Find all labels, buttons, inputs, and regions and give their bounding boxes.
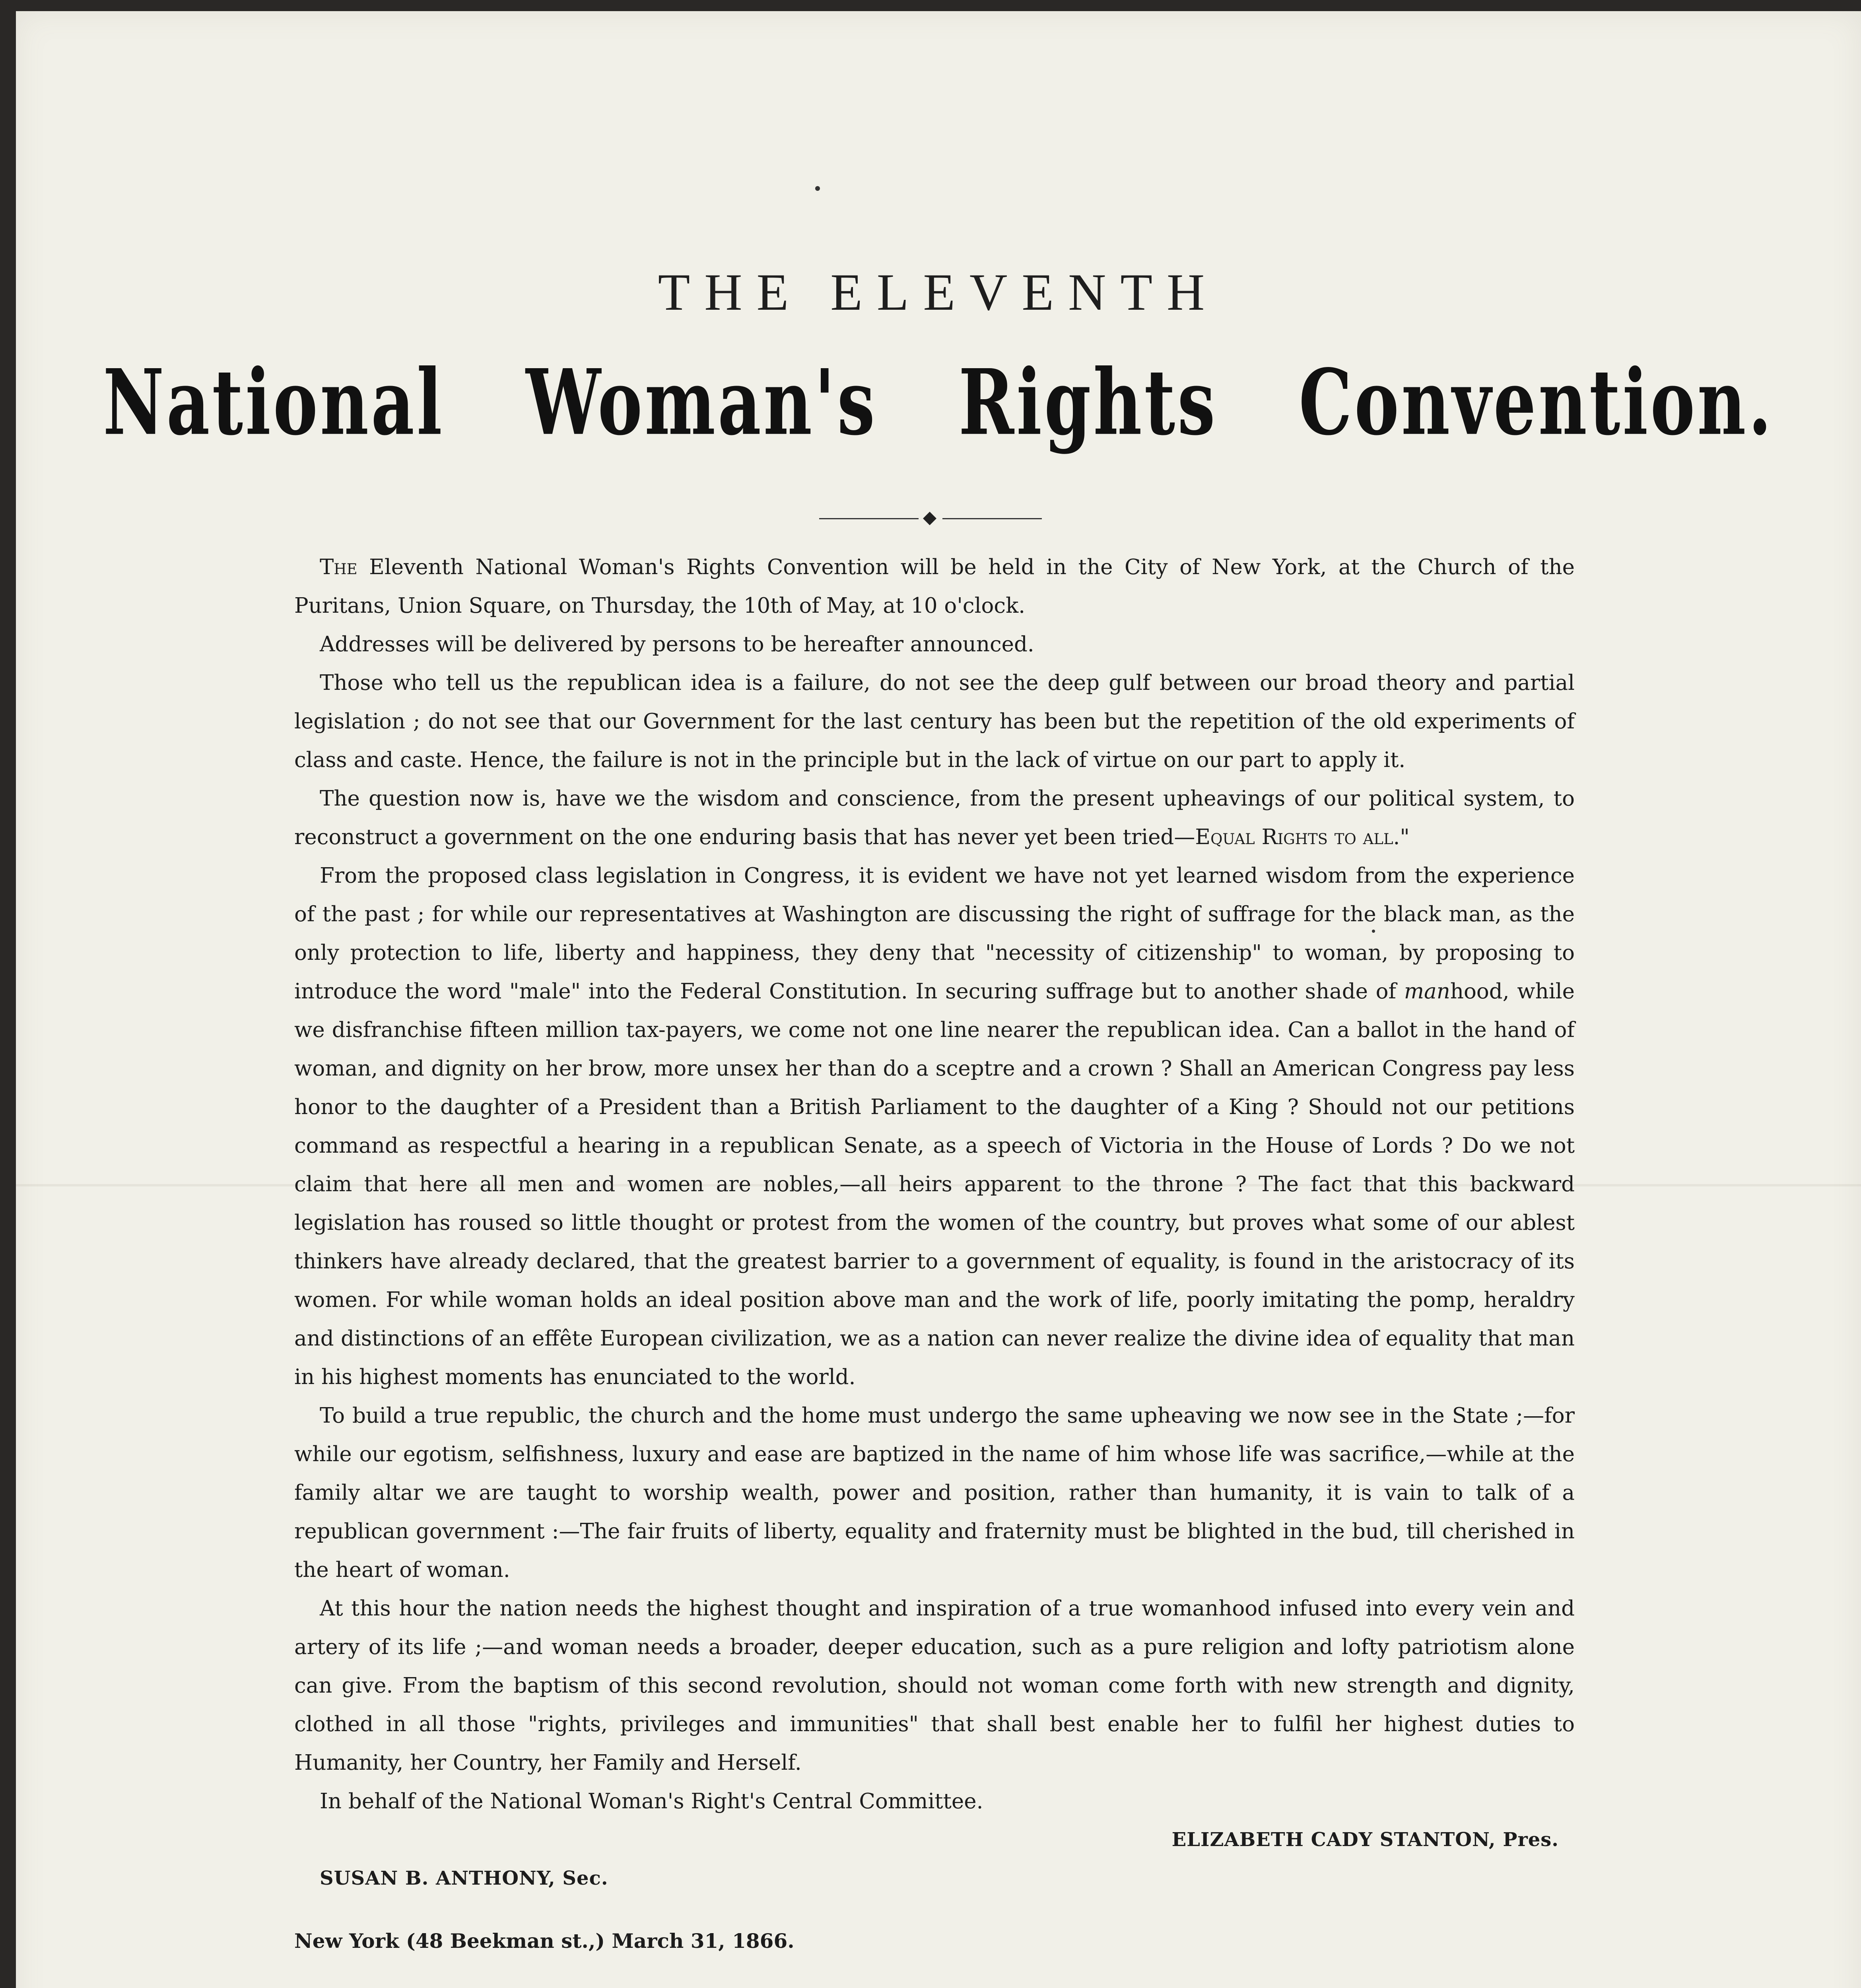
paragraph-4 — [294, 779, 1575, 856]
ornamental-rule — [819, 513, 1042, 525]
document-page — [16, 11, 1861, 1988]
paragraph-4-equal-rights: Equal Rights to all. — [1195, 825, 1400, 849]
ornament-diamond-icon — [923, 512, 936, 525]
paragraph-4-text: The question now is, have we the wisdom and conscience, from the present upheavings of our political system, to reconstruct a government on the one enduring basis that has never yet been tried— — [294, 786, 1575, 849]
paragraph-5-start: From the proposed class legislation in Congress, it is evident we have not yet learned wisdom from the experience of the past ; for while our representatives at Washington are discussing the right of suffrage for the black man, as the only protection to life, liberty and happiness, they deny that "necessity of citizenship" to woman, by proposing to introduce the word "male" into the Federal Constitution. In securing suffrage but to another shade of — [294, 864, 1575, 1004]
paragraph-4-end: " — [1400, 825, 1410, 849]
paragraph-3: Those who tell us the republican idea is a failure, do not see the deep gulf between our broad theory and partial legislation ; do not see that our Government for the last century has been but the repetition of the old experiments of class and caste. Hence, the failure is not in the principle but in the lack of virtue on our part to apply it. — [294, 671, 1575, 772]
heading-the-eleventh: THE ELEVENTH — [658, 263, 1219, 321]
closing-line: In behalf of the National Woman's Right's Central Committee. — [320, 1789, 983, 1813]
dateline: New York (48 Beekman st.,) March 31, 1866. — [294, 1929, 795, 1953]
paragraph-2: Addresses will be delivered by persons to be hereafter announced. — [320, 632, 1034, 656]
paragraph-1 — [294, 548, 1575, 625]
paragraph-6: To build a true republic, the church and the home must undergo the same upheaving we now see in the State ;—for while our egotism, selfishness, luxury and ease are baptized in the name of him whose life was sacrifice,—while at the family altar we are taught to worship wealth, power and position, rather than humanity, it is vain to talk of a republican government :—The fair fruits of liberty, equality and fraternity must be blighted in the bud, till cherished in the heart of woman. — [294, 1404, 1575, 1582]
paragraph-7: At this hour the nation needs the highest thought and inspiration of a true womanhood infused into every vein and artery of its life ;—and woman needs a broader, deeper education, such as a pure religion and lofty patriotism alone can give. From the baptism of this second revolution, should not woman come forth with new strength and dignity, clothed in all those "rights, privileges and immunities" that shall best enable her to fulfil her highest duties to Humanity, her Country, her Family and Herself. — [294, 1596, 1575, 1775]
heading-convention-title: National Woman's Rights Convention. — [103, 349, 1774, 456]
ornament-line-right — [942, 518, 1042, 519]
paragraph-5-rest: hood, while we disfranchise fifteen million tax-payers, we come not one line nearer the republican idea. Can a ballot in the hand of woman, and dignity on her brow, more unsex her than do a sceptre and a crown ? Shall an American Congress pay less honor to the daughter of a President than a British Parliament to the daughter of a King ? Should not our petitions command as respectful a hearing in a republican Senate, as a speech of Victoria in the House of Lords ? Do we not claim that here all men and women are nobles,—all heirs apparent to the throne ? The fact that this backward legislation has roused so little thought or protest from the women of the country, but proves what some of our ablest thinkers have already declared, that the greatest barrier to a government of equality, is found in the aristocracy of its women. For while woman holds an ideal position above man and the work of life, poorly imitating the pomp, heraldry and distinctions of an effête European civilization, we as a nation can never realize the divine idea of equality that man in his highest moments has enunciated to the world. — [294, 979, 1575, 1389]
paragraph-1-text: Eleventh National Woman's Rights Convention will be held in the City of New York, at the Church of the Puritans, Union Square, on Thursday, the 10th of May, at 10 o'clock. — [294, 555, 1575, 618]
announcement-body — [294, 548, 1575, 1960]
ink-speck — [815, 186, 820, 191]
signature-secretary: SUSAN B. ANTHONY, Sec. — [320, 1867, 608, 1889]
ornament-line-left — [819, 518, 919, 519]
paragraph-5-italic-man: man — [1404, 979, 1450, 1004]
paragraph-1-lead: The — [320, 555, 357, 579]
paragraph-5 — [294, 856, 1575, 1396]
signature-president: ELIZABETH CADY STANTON, Pres. — [1171, 1829, 1559, 1851]
